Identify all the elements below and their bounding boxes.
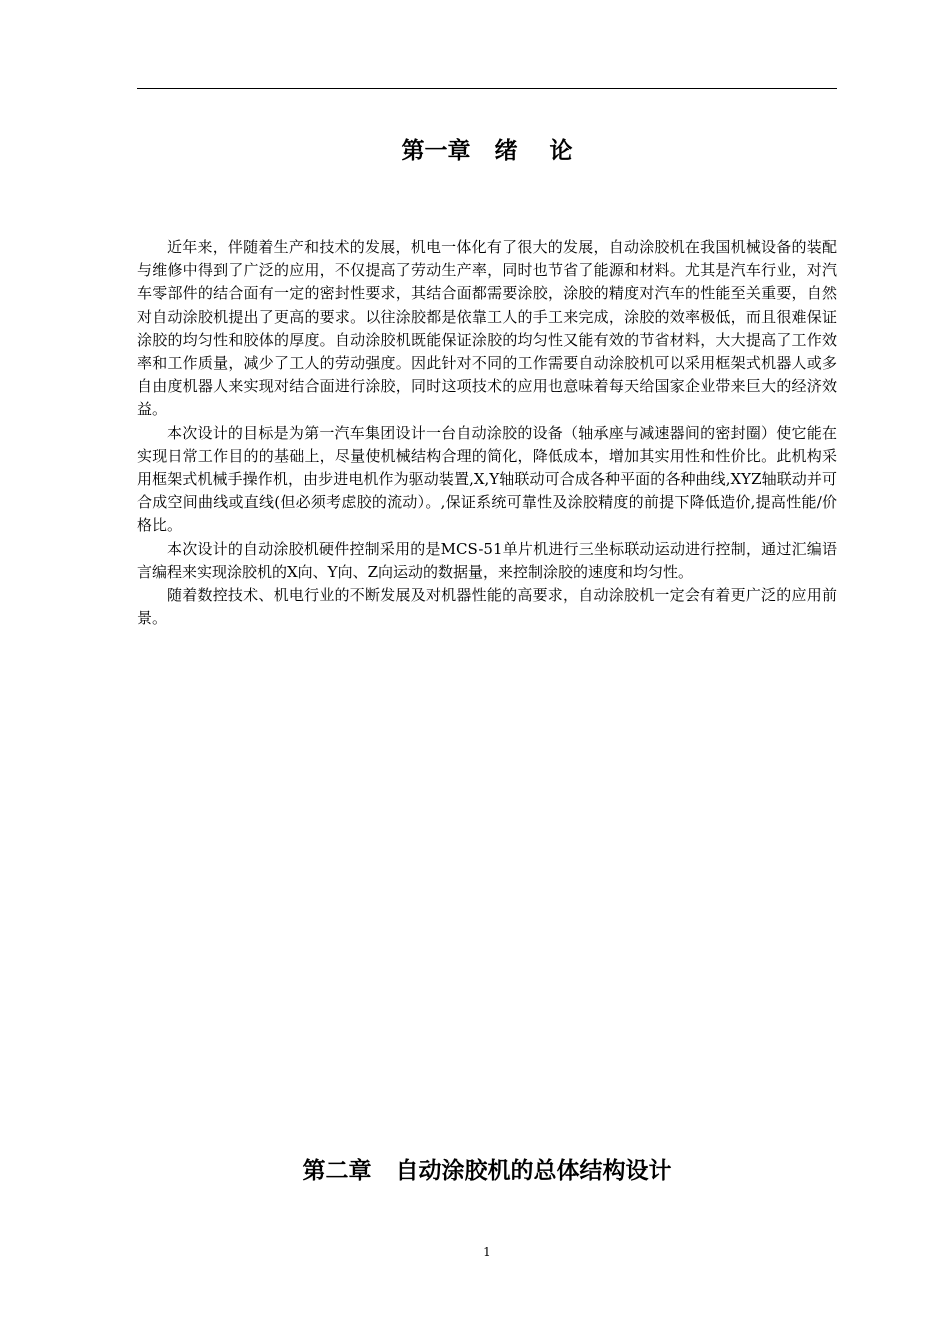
- paragraph-4: 随着数控技术、机电行业的不断发展及对机器性能的高要求，自动涂胶机一定会有着更广泛的应用前景。: [137, 586, 837, 628]
- chapter-1-title: 第一章 绪 论: [401, 138, 573, 164]
- page-number: 1: [483, 1245, 491, 1259]
- chapter-1-body: [137, 236, 837, 630]
- header-rule: [137, 88, 837, 89]
- chapter-2-title: 第二章 自动涂胶机的总体结构设计: [302, 1158, 672, 1184]
- paragraph-2: 本次设计的目标是为第一汽车集团设计一台自动涂胶的设备（轴承座与减速器间的密封圈）使它能在实现日常工作目的的基础上，尽量使机械结构合理的简化，降低成本，增加其实用性和性价比。此机构采用框架式机械手操作机，由步进电机作为驱动装置,X,Y轴联动可合成各种平面的各种曲线,XYZ轴联动并可合成空间曲线或直线(但必须考虑胶的流动）。,保证系统可靠性及涂胶精度的前提下降低造价,提高性能/价格比。: [137, 423, 837, 535]
- paragraph-3: 本次设计的自动涂胶机硬件控制采用的是MCS-51单片机进行三坐标联动运动进行控制，通过汇编语言编程来实现涂胶机的X向、Y向、Z向运动的数据量，来控制涂胶的速度和均匀性。: [137, 539, 837, 581]
- paragraph-1: 近年来，伴随着生产和技术的发展，机电一体化有了很大的发展，自动涂胶机在我国机械设备的装配与维修中得到了广泛的应用，不仅提高了劳动生产率，同时也节省了能源和材料。尤其是汽车行业，对汽车零部件的结合面有一定的密封性要求，其结合面都需要涂胶，涂胶的精度对汽车的性能至关重要，自然对自动涂胶机提出了更高的要求。以往涂胶都是依靠工人的手工来完成，涂胶的效率极低，而且很难保证涂胶的均匀性和胶体的厚度。自动涂胶机既能保证涂胶的均匀性又能有效的节省材料，大大提高了工作效率和工作质量，减少了工人的劳动强度。因此针对不同的工作需要自动涂胶机可以采用框架式机器人或多自由度机器人来实现对结合面进行涂胶，同时这项技术的应用也意味着每天给国家企业带来巨大的经济效益。: [137, 238, 837, 419]
